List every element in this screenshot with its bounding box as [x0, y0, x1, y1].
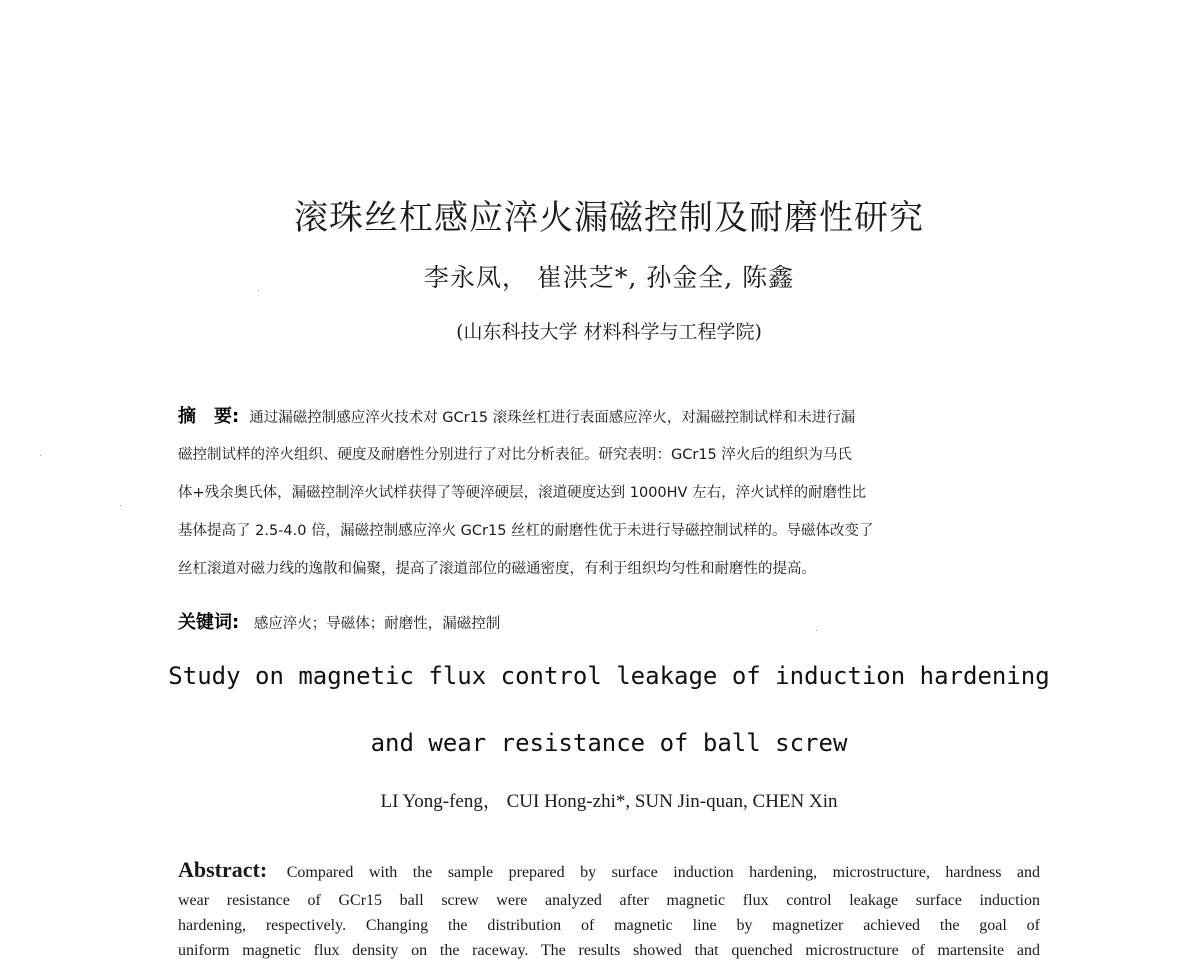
abstract-english-text: Compared with the sample prepared by surface induction hardening, microstructure, hardness and: [286, 864, 1041, 881]
abstract-english: [178, 857, 1040, 963]
keywords-chinese: [178, 608, 500, 634]
abstract-english-label: Abstract:: [178, 857, 268, 882]
scan-artifact-dot: [120, 505, 121, 506]
scan-artifact-dot: [816, 630, 817, 631]
abstract-chinese-line: 体+残余奥氏体，漏磁控制淬火试样获得了等硬淬硬层，滚道硬度达到 1000HV 左右，淬火试样的耐磨性比: [178, 485, 867, 501]
authors-english: LI Yong-feng， CUI Hong-zhi*, SUN Jin-quan, CHEN Xin: [380, 791, 838, 812]
abstract-chinese-line: 磁控制试样的淬火组织、硬度及耐磨性分别进行了对比分析表征。研究表明：GCr15 淬火后的组织为马氏: [178, 447, 852, 463]
keywords-chinese-text: 感应淬火；导磁体；耐磨性，漏磁控制: [253, 616, 501, 632]
abstract-chinese-line: 基体提高了 2.5-4.0 倍，漏磁控制感应淬火 GCr15 丝杠的耐磨性优于未进行导磁控制试样的。导磁体改变了: [178, 523, 874, 539]
abstract-chinese: [178, 398, 1042, 588]
abstract-english-line: wear resistance of GCr15 ball screw were analyzed after magnetic flux control leakage surface induction: [178, 892, 1040, 909]
abstract-chinese-line: 丝杠滚道对磁力线的逸散和偏聚，提高了滚道部位的磁通密度，有利于组织均匀性和耐磨性的提高。: [178, 561, 816, 577]
abstract-english-line: [178, 857, 1040, 888]
authors-chinese: 李永凤， 崔洪芝*, 孙金全, 陈鑫: [423, 263, 795, 292]
paper-title-english-line-2: and wear resistance of ball screw: [370, 729, 848, 757]
paper-title-chinese: 滚珠丝杠感应淬火漏磁控制及耐磨性研究: [294, 198, 924, 238]
abstract-chinese-text: 通过漏磁控制感应淬火技术对 GCr15 滚珠丝杠进行表面感应淬火，对漏磁控制试样和未进行漏: [249, 410, 856, 426]
abstract-chinese-line: [178, 398, 1042, 436]
abstract-english-line: hardening, respectively. Changing the distribution of magnetic line by magnetizer achieved the goal of: [178, 917, 1040, 934]
affiliation-chinese: (山东科技大学 材料科学与工程学院): [456, 321, 762, 343]
abstract-chinese-label: 摘 要:: [178, 406, 240, 427]
abstract-english-line: uniform magnetic flux density on the raceway. The results showed that quenched microstructure of martensite and: [178, 942, 1040, 959]
keywords-chinese-label: 关键词:: [178, 612, 240, 633]
paper-title-english-line-1: Study on magnetic flux control leakage of induction hardening: [168, 662, 1050, 690]
scan-artifact-dot: [258, 290, 259, 291]
scan-artifact-dot: [40, 455, 41, 456]
